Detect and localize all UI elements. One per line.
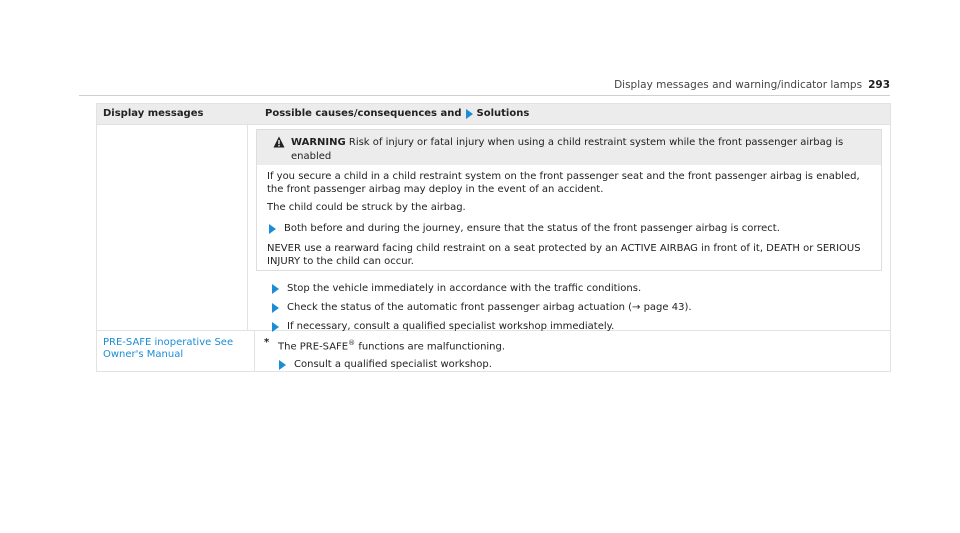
list-item [255, 359, 890, 370]
row2-cause [255, 331, 890, 353]
header-title [614, 79, 890, 91]
warning-step [267, 223, 873, 236]
row2-message-cell [97, 331, 255, 371]
col-header-messages: Display messages [103, 108, 204, 119]
solution-step-3: If necessary, consult a qualified specialist workshop immediately. [287, 321, 615, 332]
row1-message-cell [97, 125, 248, 330]
arrow-right-icon [269, 224, 276, 234]
page-number: 293 [868, 79, 890, 91]
warning-step-text: Both before and during the journey, ensure that the status of the front passenger airbag is correct. [284, 222, 780, 234]
arrow-right-icon [466, 109, 473, 119]
warning-triangle-icon [273, 136, 285, 148]
solution-steps [248, 283, 890, 333]
warning-header-text [273, 136, 873, 164]
warning-paragraph-3: NEVER use a rearward facing child restraint on a seat protected by an ACTIVE AIRBAG in front of it, DEATH or SERIOUS INJURY to the child can occur. [267, 243, 861, 267]
warning-box [256, 129, 882, 271]
row2-cause-text [278, 337, 505, 353]
page-header [79, 0, 890, 100]
list-item [270, 283, 890, 295]
asterisk-mark: * [264, 337, 270, 348]
solution-step-2: Check the status of the automatic front passenger airbag actuation (→ page 43). [287, 302, 692, 313]
header-divider [79, 95, 890, 96]
col-header-causes [255, 104, 890, 124]
row2-solution-step: Consult a qualified specialist workshop. [294, 359, 492, 371]
cause-suffix: functions are malfunctioning. [355, 341, 506, 353]
col-header-causes-label: Possible causes/consequences and [265, 108, 462, 119]
solution-step-1: Stop the vehicle immediately in accordance with the traffic conditions. [287, 283, 642, 294]
warning-body [257, 165, 881, 268]
warning-label: WARNING [291, 137, 346, 148]
row1-solution-cell [248, 125, 890, 330]
arrow-right-icon [272, 284, 279, 294]
list-item [270, 302, 890, 314]
cause-prefix: The PRE-SAFE [278, 341, 349, 353]
table-row [97, 330, 890, 371]
warning-paragraph-2: The child could be struck by the airbag. [267, 202, 466, 213]
col-header-solutions-label: Solutions [476, 108, 530, 119]
arrow-right-icon [279, 360, 286, 370]
messages-table [96, 103, 891, 372]
table-row [97, 124, 890, 330]
header-title-text: Display messages and warning/indicator lamps [614, 79, 863, 91]
warning-paragraph-1: If you secure a child in a child restraint system on the front passenger seat and the front passenger airbag is enabled, the front passenger airbag may deploy in the event of an accident. [267, 171, 860, 195]
arrow-right-icon [272, 303, 279, 313]
pre-safe-message-link[interactable]: PRE-SAFE inoperative See Owner's Manual [103, 337, 234, 360]
registered-mark: ® [348, 339, 356, 347]
row2-solution-cell [255, 331, 890, 371]
warning-header [257, 130, 881, 165]
warning-text: Risk of injury or fatal injury when using a child restraint system while the front passenger airbag is enabled [291, 137, 844, 162]
table-header-row [97, 104, 890, 124]
